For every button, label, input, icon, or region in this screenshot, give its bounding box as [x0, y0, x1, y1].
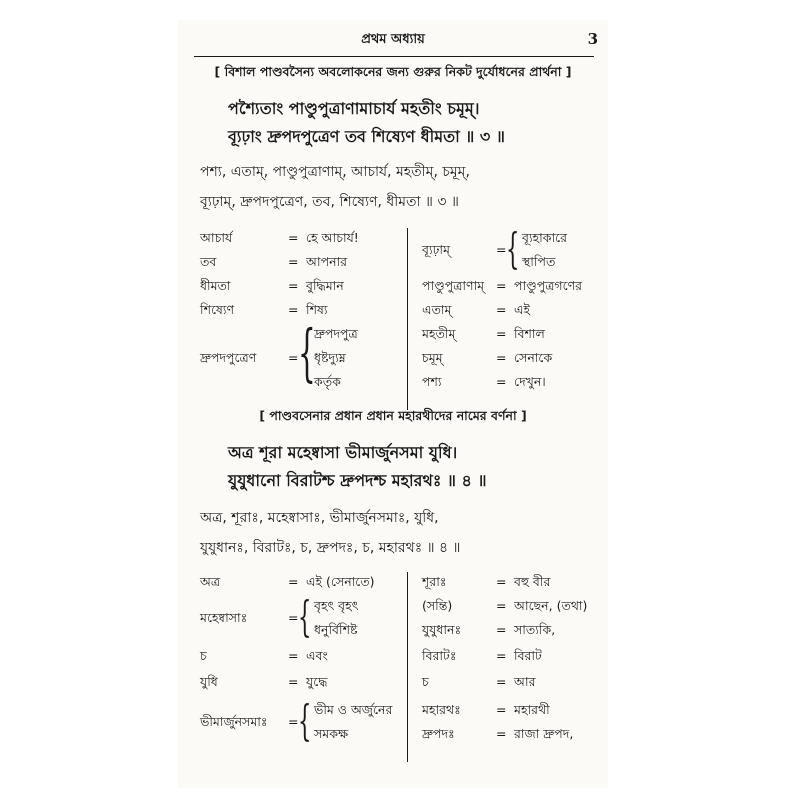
gloss-meaning: বিশাল [514, 326, 545, 341]
gloss-equals: = [496, 326, 507, 341]
gloss-word: শূরাঃ [422, 574, 447, 589]
chapter-title: প্রথম অধ্যায় [361, 32, 425, 47]
gloss-meaning: হে আচার্য! [306, 230, 359, 245]
gloss-meaning: ভীম ও অর্জুনের [314, 702, 393, 717]
gloss-meaning: বুদ্ধিমান [306, 278, 344, 293]
gloss-meaning: স্থাপিত [522, 254, 556, 269]
gloss-word: এতাম্ [422, 302, 452, 317]
gloss-meaning: মহারথী [514, 702, 550, 717]
gloss-meaning: এবং [306, 648, 328, 663]
gloss-equals: = [496, 598, 507, 613]
gloss-word: মহেষ্বাসাঃ [200, 610, 248, 625]
gloss-word: অত্র [200, 574, 221, 589]
verse-line: ব্যূঢ়াং দ্রুপদপুত্রেণ তব শিষ্যেণ ধীমতা ॥ ৩ ॥ [228, 127, 505, 146]
gloss-equals: = [496, 574, 507, 589]
gloss-meaning: এই (সেনাতে) [306, 574, 375, 589]
gloss-meaning: এই [514, 302, 531, 317]
gloss-meaning: কর্তৃক [314, 374, 341, 389]
gloss-equals: = [288, 610, 299, 625]
book-page [178, 20, 608, 788]
gloss-word: চ [422, 674, 429, 689]
gloss-word: দ্রুপদঃ [422, 726, 455, 741]
gloss-equals: = [496, 242, 507, 257]
gloss-meaning: রাজা দ্রুপদ, [514, 726, 574, 741]
page-number: 3 [587, 30, 598, 48]
page-header [178, 30, 608, 50]
gloss-equals: = [288, 714, 299, 729]
gloss-equals: = [288, 302, 299, 317]
gloss-equals: = [496, 278, 507, 293]
gloss-meaning: বহু বীর [514, 574, 551, 589]
gloss-meaning: আপনার [306, 254, 348, 269]
gloss-word: যুযুধানঃ [422, 622, 462, 637]
gloss-word: ধীমতা [200, 278, 231, 293]
gloss-equals: = [288, 278, 299, 293]
verse-line: যুযুধানো বিরাটশ্চ দ্রুপদশ্চ মহারথঃ ॥ ৪ ॥ [228, 471, 487, 490]
gloss-meaning: ব্যূহাকারে [522, 230, 568, 245]
gloss-word: বিরাটঃ [422, 648, 457, 663]
gloss-word: শিষ্যেণ [200, 302, 235, 317]
section-caption: [ পাণ্ডবসেনার প্রধান প্রধান মহারথীদের নামের বর্ণনা ] [259, 408, 527, 423]
gloss-word: (সন্তি) [422, 598, 453, 613]
gloss-meaning: পাণ্ডুপুত্রগণের [514, 278, 583, 293]
header-rule [194, 56, 594, 57]
gloss-equals: = [496, 648, 507, 663]
gloss-meaning: শিষ্য [306, 302, 328, 317]
gloss-meaning: সেনাকে [514, 350, 553, 365]
brace-glyph: { [298, 316, 316, 389]
gloss-meaning: যুদ্ধে [306, 674, 328, 689]
gloss-equals: = [496, 622, 507, 637]
gloss-equals: = [288, 674, 299, 689]
word-split-line: পশ্য, এতাম্, পাণ্ডুপুত্রাণাম্, আচার্য, মহতীম্, চমূম্, [200, 164, 470, 180]
gloss-meaning: ধনুর্বিশিষ্ট [314, 622, 358, 637]
section-caption: [ বিশাল পাণ্ডবসৈন্য অবলোকনের জন্য গুরুর নিকট দুর্যোধনের প্রার্থনা ] [214, 64, 572, 79]
gloss-word: চ [200, 648, 207, 663]
gloss-equals: = [496, 302, 507, 317]
gloss-equals: = [496, 350, 507, 365]
gloss-divider [407, 572, 408, 762]
gloss-equals: = [288, 350, 299, 365]
brace-glyph: { [506, 224, 520, 273]
gloss-meaning: আছেন, (তথা) [514, 598, 588, 613]
gloss-meaning: বিরাট [514, 648, 542, 663]
gloss-meaning: দেখুন। [514, 374, 546, 389]
gloss-word: তব [200, 254, 217, 269]
gloss-divider [407, 228, 408, 410]
gloss-word: পাণ্ডুপুত্রাণাম্ [422, 278, 485, 293]
gloss-equals: = [288, 230, 299, 245]
gloss-equals: = [496, 726, 507, 741]
gloss-meaning: ধৃষ্টদ্যুম্ন [314, 350, 346, 365]
gloss-meaning: সমকক্ষ [314, 726, 349, 741]
brace-glyph: { [298, 696, 312, 745]
gloss-equals: = [288, 574, 299, 589]
gloss-word: যুধি [200, 674, 218, 689]
gloss-equals: = [288, 648, 299, 663]
brace-glyph: { [298, 592, 312, 641]
verse-line: পশ্যৈতাং পাণ্ডুপুত্রাণামাচার্য মহতীং চমূম্। [228, 99, 480, 118]
gloss-word: চমূম্ [422, 350, 443, 365]
word-split-line: অত্র, শূরাঃ, মহেষ্বাসাঃ, ভীমার্জুনসমাঃ, যুধি, [200, 510, 439, 526]
gloss-meaning: দ্রুপদপুত্র [314, 326, 358, 341]
gloss-meaning: বৃহৎ বৃহৎ [314, 598, 359, 613]
verse-line: অত্র শূরা মহেষ্বাসা ভীমার্জুনসমা যুধি। [228, 443, 458, 462]
gloss-word: ব্যূঢ়াম্ [422, 242, 450, 257]
gloss-equals: = [496, 674, 507, 689]
gloss-word: পশ্য [422, 374, 442, 389]
gloss-equals: = [288, 254, 299, 269]
word-split-line: ব্যূঢ়াম্, দ্রুপদপুত্রেণ, তব, শিষ্যেণ, ধীমতা ॥ ৩ ॥ [200, 194, 459, 210]
gloss-word: মহারথঃ [422, 702, 461, 717]
gloss-meaning: সাত্যকি, [514, 622, 556, 637]
gloss-word: ভীমার্জুনসমাঃ [200, 714, 268, 729]
word-split-line: যুযুধানঃ, বিরাটঃ, চ, দ্রুপদঃ, চ, মহারথঃ ॥ ৪ ॥ [200, 540, 461, 556]
gloss-word: মহতীম্ [422, 326, 456, 341]
gloss-word: আচার্য [200, 230, 233, 245]
gloss-equals: = [496, 702, 507, 717]
gloss-equals: = [496, 374, 507, 389]
gloss-meaning: আর [514, 674, 536, 689]
gloss-word: দ্রুপদপুত্রেণ [200, 350, 257, 365]
